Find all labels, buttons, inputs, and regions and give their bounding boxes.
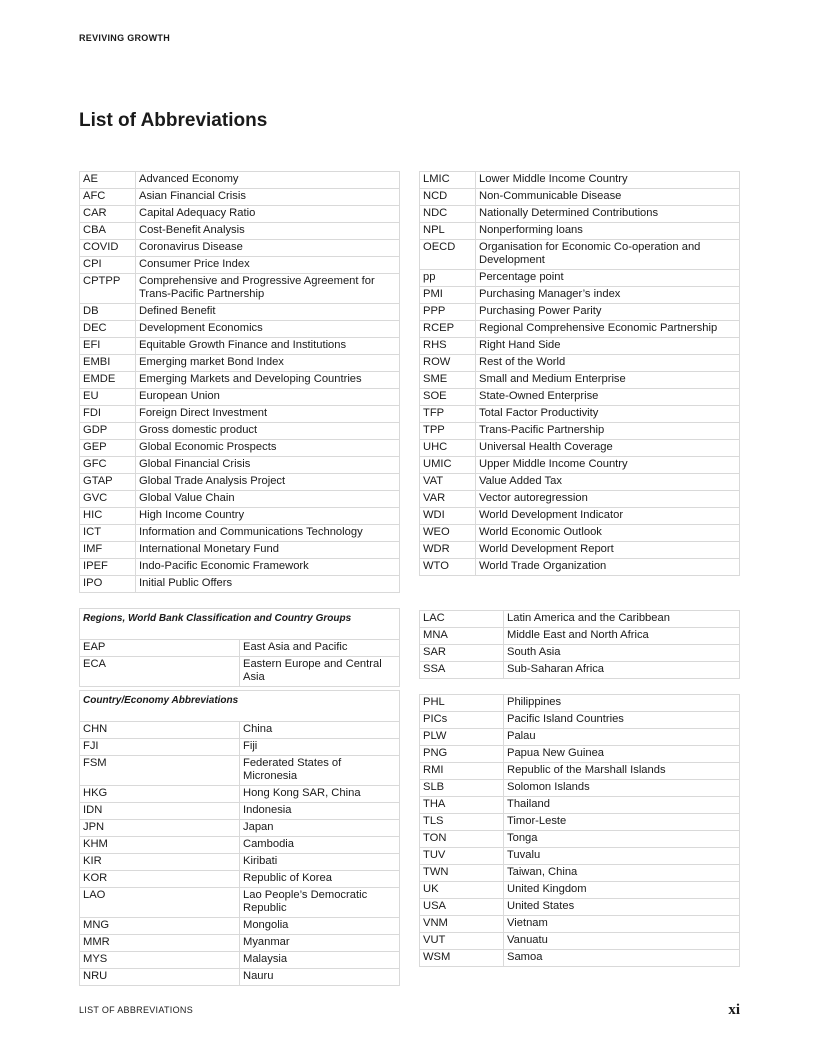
abbreviation-code: ECA: [80, 657, 240, 687]
table-row: [80, 338, 400, 355]
abbreviation-code: GTAP: [80, 474, 136, 491]
abbreviation-code: RHS: [420, 338, 476, 355]
table-row: [80, 372, 400, 389]
abbreviation-code: HIC: [80, 508, 136, 525]
table-row: [420, 508, 740, 525]
regions-table-right: [419, 610, 740, 679]
abbreviation-code: LMIC: [420, 172, 476, 189]
abbreviation-definition: Solomon Islands: [504, 780, 740, 797]
abbreviation-definition: Purchasing Manager’s index: [476, 287, 740, 304]
abbreviation-definition: Global Financial Crisis: [136, 457, 400, 474]
abbreviation-definition: Nationally Determined Contributions: [476, 206, 740, 223]
abbreviation-code: CAR: [80, 206, 136, 223]
abbreviation-code: TFP: [420, 406, 476, 423]
abbreviation-definition: Vanuatu: [504, 933, 740, 950]
abbreviation-definition: World Development Indicator: [476, 508, 740, 525]
abbreviation-definition: East Asia and Pacific: [240, 640, 400, 657]
abbreviation-code: DB: [80, 304, 136, 321]
footer-section-label: LIST OF ABBREVIATIONS: [79, 1005, 193, 1015]
abbreviation-code: TWN: [420, 865, 504, 882]
abbreviation-code: SAR: [420, 645, 504, 662]
table-row: [80, 559, 400, 576]
table-row: [420, 645, 740, 662]
abbreviation-code: IMF: [80, 542, 136, 559]
abbreviation-definition: Comprehensive and Progressive Agreement for Trans-Pacific Partnership: [136, 274, 400, 304]
abbreviation-code: KOR: [80, 871, 240, 888]
abbreviation-code: pp: [420, 270, 476, 287]
abbreviation-code: HKG: [80, 786, 240, 803]
abbreviation-definition: Malaysia: [240, 952, 400, 969]
abbreviation-definition: International Monetary Fund: [136, 542, 400, 559]
table-row: [420, 628, 740, 645]
abbreviation-code: USA: [420, 899, 504, 916]
abbreviation-definition: Total Factor Productivity: [476, 406, 740, 423]
table-row: [420, 814, 740, 831]
table-row: [420, 746, 740, 763]
table-row: [80, 355, 400, 372]
abbreviation-definition: Consumer Price Index: [136, 257, 400, 274]
table-row: [80, 969, 400, 986]
table-row: [80, 406, 400, 423]
abbreviation-code: NRU: [80, 969, 240, 986]
abbreviation-definition: Tonga: [504, 831, 740, 848]
abbreviation-code: MMR: [80, 935, 240, 952]
abbreviation-definition: Papua New Guinea: [504, 746, 740, 763]
abbreviation-code: IPEF: [80, 559, 136, 576]
table-row: [80, 854, 400, 871]
table-row: [420, 372, 740, 389]
abbreviation-definition: Tuvalu: [504, 848, 740, 865]
abbreviation-definition: Foreign Direct Investment: [136, 406, 400, 423]
abbreviation-definition: Latin America and the Caribbean: [504, 611, 740, 628]
abbreviation-definition: World Development Report: [476, 542, 740, 559]
table-row: [420, 695, 740, 712]
abbreviation-definition: Pacific Island Countries: [504, 712, 740, 729]
abbreviation-code: EU: [80, 389, 136, 406]
abbreviation-definition: Fiji: [240, 739, 400, 756]
abbreviation-definition: Palau: [504, 729, 740, 746]
abbreviation-code: ROW: [420, 355, 476, 372]
abbreviation-code: EAP: [80, 640, 240, 657]
abbreviation-code: TON: [420, 831, 504, 848]
abbreviation-code: VAR: [420, 491, 476, 508]
table-row: [420, 223, 740, 240]
abbreviation-code: PLW: [420, 729, 504, 746]
abbreviation-definition: World Trade Organization: [476, 559, 740, 576]
table-row: [420, 916, 740, 933]
abbreviation-definition: Capital Adequacy Ratio: [136, 206, 400, 223]
table-row: [420, 611, 740, 628]
table-row: [420, 712, 740, 729]
abbreviation-code: FJI: [80, 739, 240, 756]
page-title: List of Abbreviations: [79, 110, 268, 131]
abbreviation-definition: Non-Communicable Disease: [476, 189, 740, 206]
table-row: [80, 257, 400, 274]
abbreviation-code: IDN: [80, 803, 240, 820]
abbreviation-definition: Asian Financial Crisis: [136, 189, 400, 206]
abbreviation-definition: Global Trade Analysis Project: [136, 474, 400, 491]
abbreviation-code: THA: [420, 797, 504, 814]
abbreviation-code: VAT: [420, 474, 476, 491]
abbreviation-code: MYS: [80, 952, 240, 969]
table-row: [80, 542, 400, 559]
abbreviation-code: VUT: [420, 933, 504, 950]
abbreviation-code: ICT: [80, 525, 136, 542]
abbreviation-definition: Small and Medium Enterprise: [476, 372, 740, 389]
abbreviation-code: LAO: [80, 888, 240, 918]
abbreviation-code: SLB: [420, 780, 504, 797]
abbreviation-table: [419, 171, 740, 576]
abbreviation-definition: Emerging Markets and Developing Countries: [136, 372, 400, 389]
abbreviation-definition: Vietnam: [504, 916, 740, 933]
table-row: [80, 935, 400, 952]
table-row: [420, 950, 740, 967]
table-row: [80, 474, 400, 491]
abbreviation-definition: Information and Communications Technology: [136, 525, 400, 542]
table-row: [420, 440, 740, 457]
abbreviation-code: RCEP: [420, 321, 476, 338]
table-row: [80, 223, 400, 240]
abbreviation-definition: Purchasing Power Parity: [476, 304, 740, 321]
abbreviation-definition: Percentage point: [476, 270, 740, 287]
abbreviation-definition: Republic of the Marshall Islands: [504, 763, 740, 780]
abbreviation-code: CPI: [80, 257, 136, 274]
abbreviation-definition: Rest of the World: [476, 355, 740, 372]
table-row: [420, 797, 740, 814]
table-row: [420, 457, 740, 474]
abbreviation-code: FDI: [80, 406, 136, 423]
abbreviation-definition: Samoa: [504, 950, 740, 967]
table-row: [420, 933, 740, 950]
abbreviation-definition: Hong Kong SAR, China: [240, 786, 400, 803]
abbreviation-code: CBA: [80, 223, 136, 240]
abbreviation-definition: United States: [504, 899, 740, 916]
abbreviation-table: [419, 694, 740, 967]
abbreviation-code: IPO: [80, 576, 136, 593]
abbreviation-code: AE: [80, 172, 136, 189]
abbreviation-code: EFI: [80, 338, 136, 355]
abbreviation-code: SOE: [420, 389, 476, 406]
abbreviation-code: VNM: [420, 916, 504, 933]
page-number: xi: [728, 1002, 740, 1018]
abbreviation-code: WTO: [420, 559, 476, 576]
abbreviation-table: [79, 608, 400, 687]
abbreviation-code: NCD: [420, 189, 476, 206]
abbreviation-table: [79, 171, 400, 593]
table-row: [420, 882, 740, 899]
table-row: [420, 172, 740, 189]
abbreviation-code: FSM: [80, 756, 240, 786]
abbreviation-code: EMDE: [80, 372, 136, 389]
abbreviation-definition: United Kingdom: [504, 882, 740, 899]
table-row: [80, 274, 400, 304]
abbreviation-definition: Lao People’s Democratic Republic: [240, 888, 400, 918]
abbreviation-code: PICs: [420, 712, 504, 729]
abbreviation-definition: South Asia: [504, 645, 740, 662]
abbreviation-code: SME: [420, 372, 476, 389]
table-row: [420, 559, 740, 576]
abbreviation-code: NPL: [420, 223, 476, 240]
abbreviation-definition: Upper Middle Income Country: [476, 457, 740, 474]
abbreviation-definition: Universal Health Coverage: [476, 440, 740, 457]
abbreviation-code: AFC: [80, 189, 136, 206]
table-row: [80, 871, 400, 888]
abbreviation-definition: Myanmar: [240, 935, 400, 952]
table-row: [420, 542, 740, 559]
table-row: [80, 888, 400, 918]
table-row: [420, 899, 740, 916]
abbreviation-definition: Eastern Europe and Central Asia: [240, 657, 400, 687]
abbreviation-code: NDC: [420, 206, 476, 223]
table-row: [420, 287, 740, 304]
abbreviation-definition: Advanced Economy: [136, 172, 400, 189]
abbreviation-code: KHM: [80, 837, 240, 854]
abbreviation-definition: Development Economics: [136, 321, 400, 338]
running-head: REVIVING GROWTH: [79, 33, 171, 43]
table-row: [80, 918, 400, 935]
table-row: [420, 304, 740, 321]
abbreviation-code: UMIC: [420, 457, 476, 474]
table-row: [420, 729, 740, 746]
table-row: [80, 440, 400, 457]
table-row: [80, 321, 400, 338]
abbreviation-code: PMI: [420, 287, 476, 304]
abbreviation-table: [419, 610, 740, 679]
abbreviation-definition: Equitable Growth Finance and Institutions: [136, 338, 400, 355]
table-row: [420, 662, 740, 679]
abbreviation-code: GFC: [80, 457, 136, 474]
abbreviation-definition: Kiribati: [240, 854, 400, 871]
abbreviation-code: TPP: [420, 423, 476, 440]
table-row: [420, 189, 740, 206]
abbreviation-definition: Federated States of Micronesia: [240, 756, 400, 786]
abbreviation-code: TLS: [420, 814, 504, 831]
table-row: [80, 576, 400, 593]
table-row: [420, 206, 740, 223]
table-row: [80, 803, 400, 820]
table-row: [420, 491, 740, 508]
table-row: [420, 270, 740, 287]
abbreviation-definition: Mongolia: [240, 918, 400, 935]
table-row: [80, 189, 400, 206]
abbreviation-definition: Taiwan, China: [504, 865, 740, 882]
table-row: [420, 240, 740, 270]
abbreviation-table: [79, 690, 400, 986]
abbreviation-definition: Japan: [240, 820, 400, 837]
abbreviation-code: UHC: [420, 440, 476, 457]
abbreviation-code: CPTPP: [80, 274, 136, 304]
section-heading: Regions, World Bank Classification and Country Groups: [80, 609, 400, 640]
table-row: [80, 756, 400, 786]
abbreviation-code: MNG: [80, 918, 240, 935]
table-row: [80, 820, 400, 837]
abbreviation-code: COVID: [80, 240, 136, 257]
table-row: [420, 848, 740, 865]
table-row: [420, 338, 740, 355]
abbreviation-definition: World Economic Outlook: [476, 525, 740, 542]
abbreviation-code: UK: [420, 882, 504, 899]
abbreviation-code: PNG: [420, 746, 504, 763]
table-row: [420, 831, 740, 848]
abbreviation-definition: Sub-Saharan Africa: [504, 662, 740, 679]
abbreviation-definition: Global Value Chain: [136, 491, 400, 508]
abbreviation-code: TUV: [420, 848, 504, 865]
table-row: [80, 508, 400, 525]
table-row: [80, 722, 400, 739]
table-row: [80, 389, 400, 406]
countries-table-left: [79, 690, 400, 986]
table-row: [420, 780, 740, 797]
abbreviation-code: WSM: [420, 950, 504, 967]
countries-table-right: [419, 694, 740, 967]
table-row: [420, 389, 740, 406]
abbreviation-code: GVC: [80, 491, 136, 508]
table-row: [80, 240, 400, 257]
table-row: [80, 304, 400, 321]
table-row: [420, 474, 740, 491]
abbreviation-definition: Emerging market Bond Index: [136, 355, 400, 372]
section-heading: Country/Economy Abbreviations: [80, 691, 400, 722]
table-row: [420, 423, 740, 440]
abbreviation-code: PPP: [420, 304, 476, 321]
abbreviation-definition: Coronavirus Disease: [136, 240, 400, 257]
abbreviation-code: GEP: [80, 440, 136, 457]
table-row: [420, 865, 740, 882]
abbreviation-definition: Timor-Leste: [504, 814, 740, 831]
abbreviation-definition: Organisation for Economic Co-operation and Development: [476, 240, 740, 270]
abbreviation-definition: Global Economic Prospects: [136, 440, 400, 457]
abbreviation-code: JPN: [80, 820, 240, 837]
abbreviation-definition: Nonperforming loans: [476, 223, 740, 240]
table-row: [420, 355, 740, 372]
abbreviation-code: GDP: [80, 423, 136, 440]
abbreviation-code: DEC: [80, 321, 136, 338]
abbreviation-definition: Nauru: [240, 969, 400, 986]
abbreviation-code: WDI: [420, 508, 476, 525]
section-heading-row: [80, 691, 400, 722]
table-row: [80, 423, 400, 440]
abbreviation-code: KIR: [80, 854, 240, 871]
table-row: [80, 786, 400, 803]
abbreviation-definition: Defined Benefit: [136, 304, 400, 321]
table-row: [80, 640, 400, 657]
abbreviation-definition: Republic of Korea: [240, 871, 400, 888]
abbreviation-code: MNA: [420, 628, 504, 645]
abbreviation-definition: High Income Country: [136, 508, 400, 525]
abbreviation-definition: Middle East and North Africa: [504, 628, 740, 645]
table-row: [80, 657, 400, 687]
general-abbreviations-left: [79, 171, 400, 593]
table-row: [80, 525, 400, 542]
abbreviation-definition: Trans-Pacific Partnership: [476, 423, 740, 440]
section-heading-row: [80, 609, 400, 640]
table-row: [420, 321, 740, 338]
table-row: [80, 457, 400, 474]
abbreviation-code: WEO: [420, 525, 476, 542]
table-row: [420, 406, 740, 423]
abbreviation-definition: Indo-Pacific Economic Framework: [136, 559, 400, 576]
abbreviation-definition: China: [240, 722, 400, 739]
abbreviation-definition: State-Owned Enterprise: [476, 389, 740, 406]
abbreviation-code: OECD: [420, 240, 476, 270]
table-row: [80, 739, 400, 756]
abbreviation-code: WDR: [420, 542, 476, 559]
abbreviation-code: SSA: [420, 662, 504, 679]
abbreviation-definition: Regional Comprehensive Economic Partnership: [476, 321, 740, 338]
general-abbreviations-right: [419, 171, 740, 576]
table-row: [80, 837, 400, 854]
table-row: [80, 952, 400, 969]
abbreviation-definition: Cost-Benefit Analysis: [136, 223, 400, 240]
abbreviation-code: LAC: [420, 611, 504, 628]
abbreviation-definition: Cambodia: [240, 837, 400, 854]
abbreviation-code: CHN: [80, 722, 240, 739]
abbreviation-definition: Lower Middle Income Country: [476, 172, 740, 189]
abbreviation-definition: Thailand: [504, 797, 740, 814]
abbreviation-definition: Gross domestic product: [136, 423, 400, 440]
table-row: [80, 172, 400, 189]
abbreviation-definition: Vector autoregression: [476, 491, 740, 508]
table-row: [420, 763, 740, 780]
table-row: [420, 525, 740, 542]
abbreviation-definition: European Union: [136, 389, 400, 406]
abbreviation-definition: Indonesia: [240, 803, 400, 820]
table-row: [80, 491, 400, 508]
table-row: [80, 206, 400, 223]
abbreviation-code: EMBI: [80, 355, 136, 372]
abbreviation-code: PHL: [420, 695, 504, 712]
abbreviation-definition: Philippines: [504, 695, 740, 712]
abbreviation-definition: Right Hand Side: [476, 338, 740, 355]
regions-table-left: [79, 608, 400, 687]
abbreviation-definition: Initial Public Offers: [136, 576, 400, 593]
abbreviation-definition: Value Added Tax: [476, 474, 740, 491]
abbreviation-code: RMI: [420, 763, 504, 780]
